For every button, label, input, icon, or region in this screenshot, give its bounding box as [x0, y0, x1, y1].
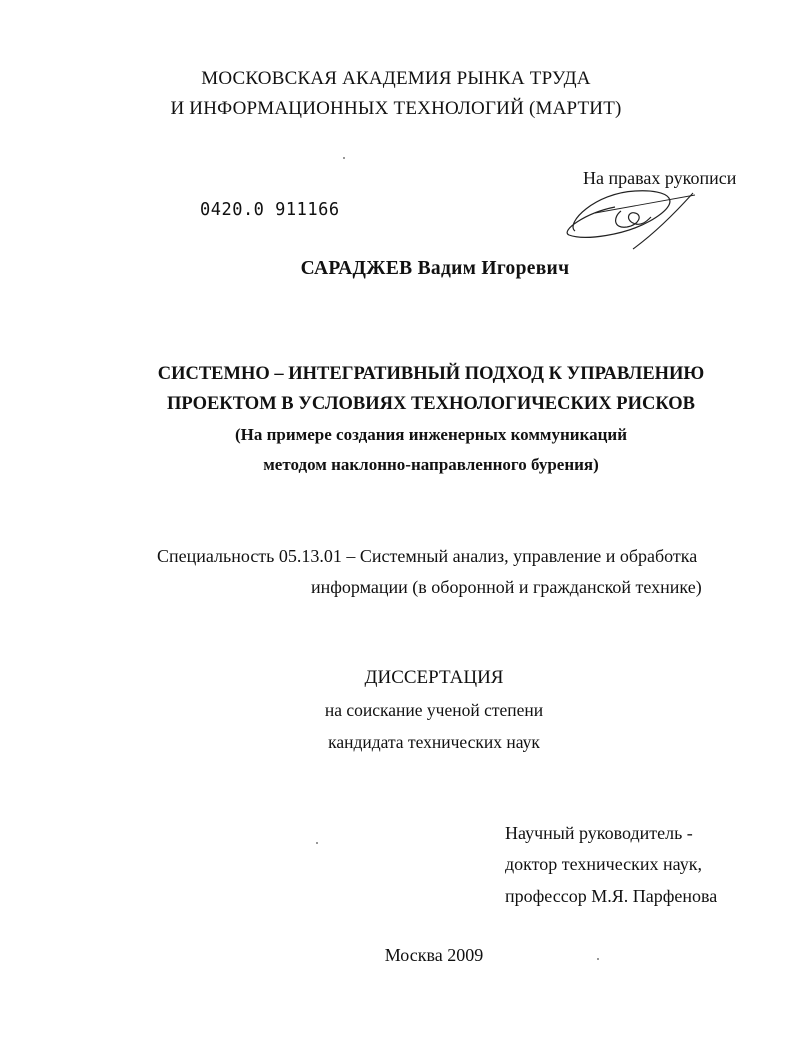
title-line-1: СИСТЕМНО – ИНТЕГРАТИВНЫЙ ПОДХОД К УПРАВЛЕНИЮ [157, 364, 705, 384]
institution-line-2: И ИНФОРМАЦИОННЫХ ТЕХНОЛОГИЙ (МАРТИТ) [170, 98, 622, 119]
advisor-line-3: профессор М.Я. Парфенова [505, 886, 718, 906]
degree-line-2: кандидата технических наук [328, 732, 540, 752]
specialty-line-2: информации (в оборонной и гражданской технике) [311, 577, 702, 597]
manuscript-rights-note: На правах рукописи [583, 168, 737, 188]
institution-line-1: МОСКОВСКАЯ АКАДЕМИЯ РЫНКА ТРУДА [201, 68, 591, 89]
advisor-line-1: Научный руководитель - [505, 823, 693, 843]
advisor-line-2: доктор технических наук, [505, 854, 702, 874]
document-type-heading: ДИССЕРТАЦИЯ [364, 667, 504, 688]
specialty-line-1: Специальность 05.13.01 – Системный анализ, управление и обработка [157, 546, 698, 566]
title-line-2: ПРОЕКТОМ В УСЛОВИЯХ ТЕХНОЛОГИЧЕСКИХ РИСКОВ [166, 394, 696, 414]
degree-line-1: на соискание ученой степени [324, 700, 544, 720]
scan-speck [343, 157, 345, 159]
scan-speck [316, 842, 318, 844]
subtitle-line-1: (На примере создания инженерных коммуникаций [234, 425, 628, 444]
library-stamp-number: 0420.0 911166 [200, 199, 340, 221]
subtitle-line-2: методом наклонно-направленного бурения) [263, 455, 599, 474]
signature-icon [555, 183, 705, 253]
author-name: САРАДЖЕВ Вадим Игоревич [300, 258, 570, 279]
city-year: Москва 2009 [384, 945, 484, 965]
